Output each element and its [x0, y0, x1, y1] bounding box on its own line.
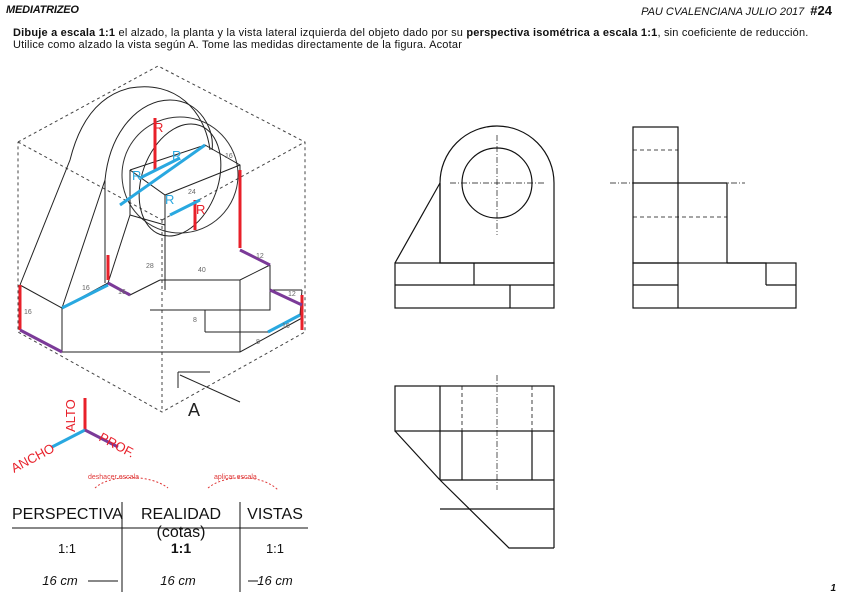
dim-label: 16 — [24, 309, 32, 316]
radius-label: R — [154, 120, 164, 135]
radius-label: R — [132, 168, 142, 183]
note-apply-scale: aplicar escala — [214, 474, 257, 481]
radius-label: R — [165, 192, 175, 207]
exercise-number: #24 — [810, 3, 832, 18]
ratio-perspectiva: 1:1 — [57, 541, 77, 556]
front-view — [395, 126, 554, 308]
exercise-source: PAU CVALENCIANA JULIO 2017 #24 — [641, 3, 832, 18]
dim-label: 16 — [282, 323, 290, 330]
header-perspectiva: PERSPECTIVA — [12, 506, 123, 523]
iso-labels — [24, 120, 296, 420]
dim-label: 28 — [146, 263, 154, 270]
dim-label: 12 — [256, 253, 264, 260]
length-realidad: 16 cm — [160, 573, 196, 588]
note-undo-scale: deshacer escala — [88, 474, 139, 481]
base-block — [20, 250, 302, 352]
header-vistas: VISTAS — [247, 506, 303, 523]
upright-arch — [20, 87, 258, 308]
header-realidad: REALIDAD (cotas) — [140, 506, 222, 541]
length-vistas: 16 cm — [257, 573, 293, 588]
dim-label: 40 — [198, 267, 206, 274]
ratio-realidad: 1:1 — [170, 540, 192, 556]
page-number: 1 — [830, 583, 836, 594]
side-view — [610, 127, 796, 308]
dim-label: 12 — [288, 291, 296, 298]
plan-view — [395, 375, 554, 548]
dim-label: 16 — [225, 153, 233, 160]
bounding-box-dashed — [18, 66, 305, 412]
radius-label: R — [196, 202, 206, 217]
dim-label: 16 — [82, 285, 90, 292]
dim-label: 16 — [118, 289, 126, 296]
isometric-drawing — [18, 66, 305, 412]
dim-label: 8 — [193, 317, 197, 324]
axis-prof: PROF. — [96, 429, 138, 461]
radius-label: R — [172, 148, 182, 163]
length-perspectiva: 16 cm — [42, 573, 78, 588]
dim-label: 24 — [188, 189, 196, 196]
instructions: Dibuje a escala 1:1 el alzado, la planta y la vista lateral izquierda del objeto dado por su perspectiva isométrica a escala 1:1, sin coeficiente de reducción. Utilice como alzado la vista según A. Tome las medidas directamente de la figura. Acotar — [13, 27, 809, 51]
view-direction-label: A — [188, 400, 201, 420]
axis-alto: ALTO — [63, 399, 78, 432]
ratio-vistas: 1:1 — [265, 541, 285, 556]
brand-title: MEDIATRIZEO — [6, 4, 79, 16]
dim-label: 8 — [256, 339, 260, 346]
axis-ancho: ANCHO — [8, 440, 57, 476]
